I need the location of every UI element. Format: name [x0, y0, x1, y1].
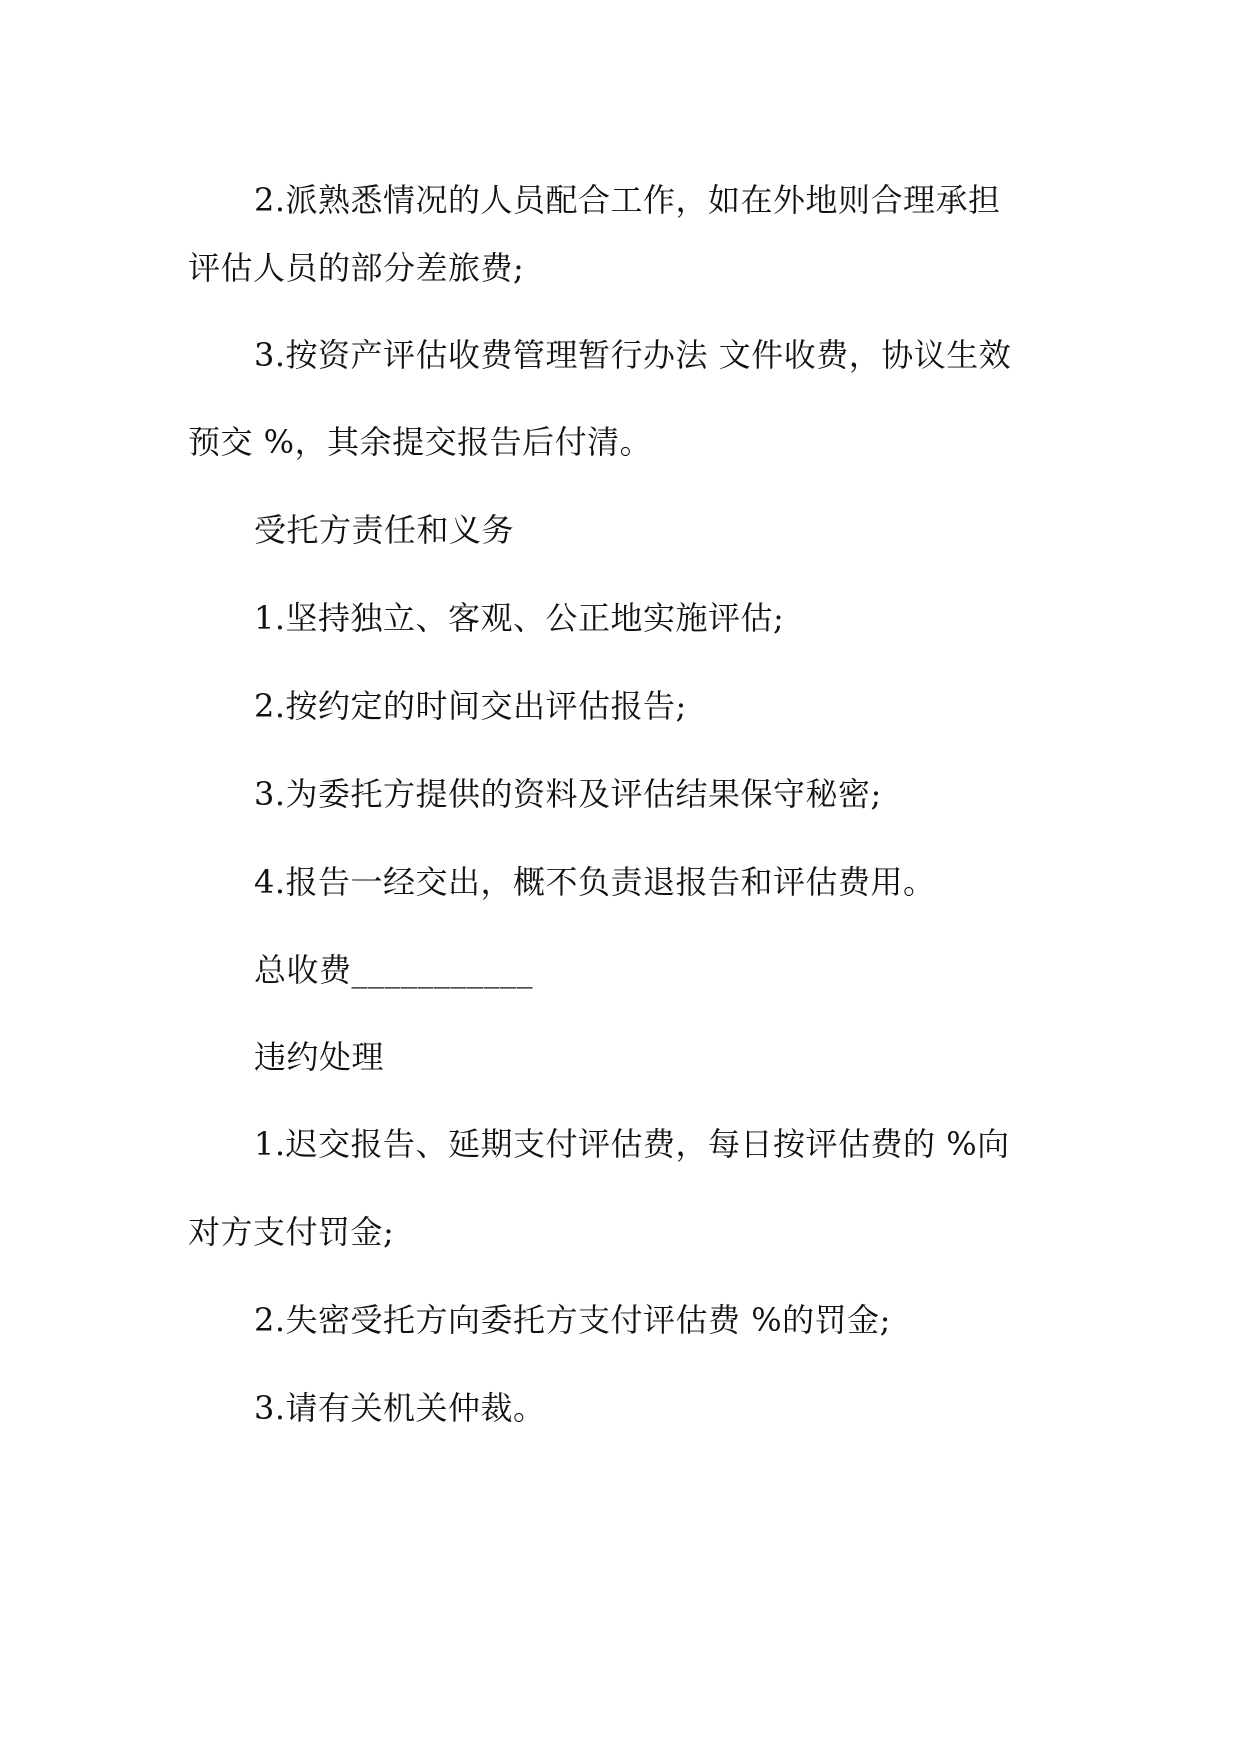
list-item: 1.坚持独立、客观、公正地实施评估;: [254, 599, 785, 637]
list-item: 2.失密受托方向委托方支付评估费 %的罚金;: [254, 1301, 891, 1339]
list-item: 1.迟交报告、延期支付评估费，每日按评估费的 %向: [254, 1125, 1010, 1163]
list-item: 3.请有关机关仲裁。: [254, 1389, 546, 1427]
paragraph-line: 评估人员的部分差旅费;: [188, 249, 525, 287]
section-heading: 受托方责任和义务: [254, 511, 515, 549]
total-fee-line: 总收费___________: [254, 951, 534, 989]
section-heading: 违约处理: [254, 1038, 385, 1076]
list-item: 4.报告一经交出，概不负责退报告和评估费用。: [254, 863, 936, 901]
paragraph-line: 3.按资产评估收费管理暂行办法 文件收费，协议生效: [254, 336, 1012, 374]
paragraph-line: 预交 %，其余提交报告后付清。: [188, 423, 653, 461]
list-item: 2.按约定的时间交出评估报告;: [254, 687, 687, 725]
paragraph-line: 2.派熟悉情况的人员配合工作，如在外地则合理承担: [254, 181, 1001, 219]
paragraph-line: 对方支付罚金;: [188, 1213, 395, 1251]
list-item: 3.为委托方提供的资料及评估结果保守秘密;: [254, 775, 882, 813]
